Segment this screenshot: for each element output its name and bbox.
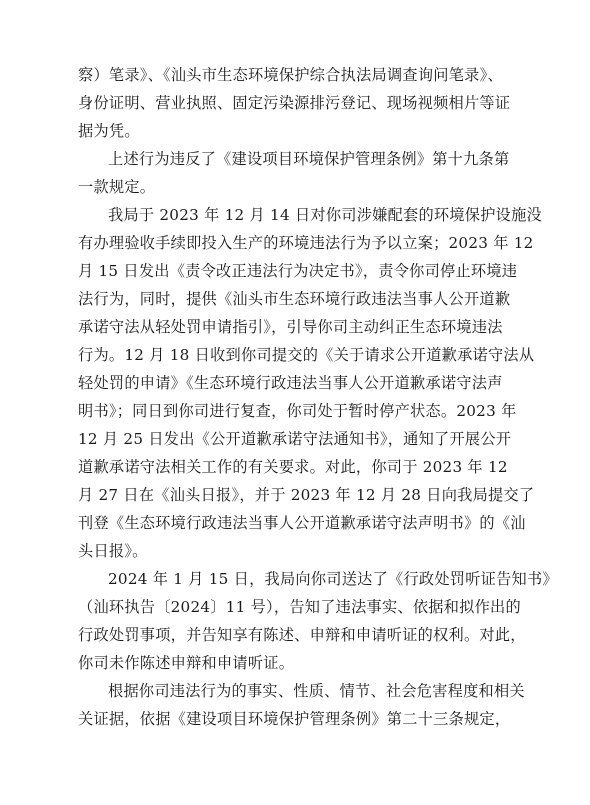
- text-line: 有办理验收手续即投入生产的环境违法行为予以立案；2023 年 12: [78, 234, 534, 252]
- text-line: 轻处罚的申请》《生态环境行政违法当事人公开道歉承诺守法声: [78, 374, 503, 392]
- text-line: 行为。12 月 18 日收到你司提交的《关于请求公开道歉承诺守法从: [78, 346, 535, 364]
- text-line: （汕环执告〔2024〕11 号），告知了违法事实、依据和拟作出的: [78, 598, 521, 616]
- text-line: 行政处罚事项，并告知享有陈述、申辩和申请听证的权利。对此，: [78, 626, 526, 644]
- text-line: 据为凭。: [78, 122, 140, 140]
- text-line: 承诺守法从轻处罚申请指引》，引导你司主动纠正生态环境违法: [78, 318, 503, 336]
- text-line: 刊登《生态环境行政违法当事人公开道歉承诺守法声明书》的《汕: [78, 514, 526, 532]
- text-line: 根据你司违法行为的事实、性质、情节、社会危害程度和相关: [108, 682, 525, 700]
- text-line: 一款规定。: [78, 178, 156, 196]
- text-line: 我局于 2023 年 12 月 14 日对你司涉嫌配套的环境保护设施没: [108, 206, 542, 224]
- text-line: 你司未作陈述申辩和申请听证。: [78, 654, 295, 672]
- text-line: 头日报》。: [78, 542, 148, 560]
- text-line: 月 27 日在《汕头日报》，并于 2023 年 12 月 28 日向我局提交了: [78, 486, 535, 504]
- text-line: 12 月 25 日发出《公开道歉承诺守法通知书》，通知了开展公开: [78, 430, 512, 448]
- text-line: 道歉承诺守法相关工作的有关要求。对此，你司于 2023 年 12: [78, 458, 508, 476]
- text-line: 察）笔录》、《汕头市生态环境保护综合执法局调查询问笔录》、: [78, 66, 503, 84]
- text-line: 上述行为违反了《建设项目环境保护管理条例》第十九条第: [108, 150, 510, 168]
- text-line: 月 15 日发出《责令改正违法行为决定书》，责令你司停止环境违: [78, 262, 518, 280]
- text-line: 关证据，依据《建设项目环境保护管理条例》第二十三条规定，: [78, 710, 511, 728]
- text-line: 法行为，同时，提供《汕头市生态环境行政违法当事人公开道歉: [78, 290, 511, 308]
- text-line: 身份证明、营业执照、固定污染源排污登记、现场视频相片等证: [78, 94, 511, 112]
- text-line: 2024 年 1 月 15 日，我局向你司送达了《行政处罚听证告知书》: [108, 570, 558, 588]
- text-line: 明书》；同日到你司进行复查，你司处于暂时停产状态。2023 年: [78, 402, 517, 420]
